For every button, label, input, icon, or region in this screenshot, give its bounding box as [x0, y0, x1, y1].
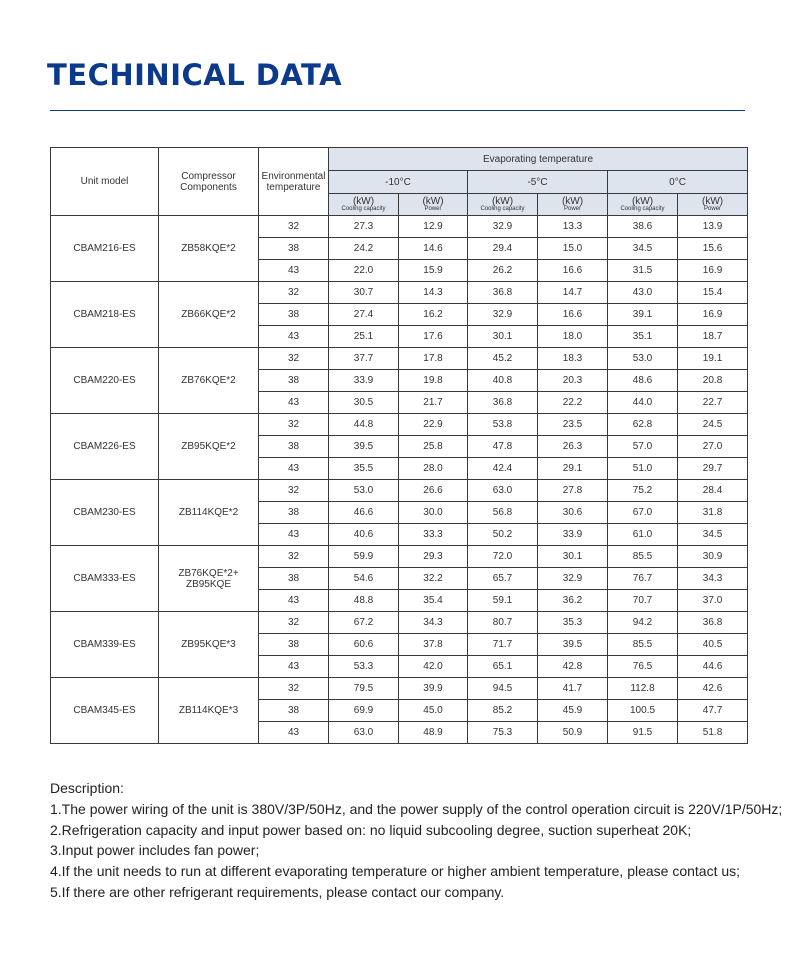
power-cell: 13.9 — [678, 216, 748, 238]
power-cell: 28.4 — [678, 480, 748, 502]
cooling-capacity-cell: 36.8 — [468, 392, 538, 414]
power-cell: 22.9 — [399, 414, 468, 436]
temp-header-minus10: -10°C — [329, 171, 468, 194]
power-cell: 37.8 — [399, 634, 468, 656]
cooling-capacity-cell: 63.0 — [329, 722, 399, 744]
cooling-capacity-cell: 48.8 — [329, 590, 399, 612]
cooling-capacity-cell: 29.4 — [468, 238, 538, 260]
power-cell: 18.3 — [538, 348, 608, 370]
cooling-capacity-cell: 44.8 — [329, 414, 399, 436]
description-line: 1.The power wiring of the unit is 380V/3P/50Hz, and the power supply of the control operation circuit is 220V/1P/50Hz; — [50, 800, 783, 817]
unit-model-cell: CBAM216-ES — [51, 216, 159, 282]
cooling-capacity-cell: 62.8 — [608, 414, 678, 436]
power-cell: 35.4 — [399, 590, 468, 612]
cooling-capacity-cell: 71.7 — [468, 634, 538, 656]
env-temp-cell: 32 — [259, 546, 329, 568]
cooling-capacity-cell: 59.9 — [329, 546, 399, 568]
cooling-capacity-cell: 63.0 — [468, 480, 538, 502]
power-cell: 16.9 — [678, 304, 748, 326]
cooling-capacity-cell: 91.5 — [608, 722, 678, 744]
compressor-cell: ZB114KQE*3 — [159, 678, 259, 744]
power-cell: 31.8 — [678, 502, 748, 524]
power-cell: 15.6 — [678, 238, 748, 260]
env-temp-cell: 43 — [259, 326, 329, 348]
unit-model-cell: CBAM230-ES — [51, 480, 159, 546]
power-cell: 33.9 — [538, 524, 608, 546]
description-line: 2.Refrigeration capacity and input power based on: no liquid subcooling degree, suction superheat 20K; — [50, 821, 692, 838]
power-cell: 14.7 — [538, 282, 608, 304]
power-cell: 22.7 — [678, 392, 748, 414]
power-cell: 15.9 — [399, 260, 468, 282]
table-row — [51, 282, 748, 304]
table-row — [51, 546, 748, 568]
power-cell: 36.2 — [538, 590, 608, 612]
table-row — [51, 480, 748, 502]
cooling-capacity-cell: 40.8 — [468, 370, 538, 392]
cooling-capacity-header — [468, 194, 538, 216]
power-cell: 47.7 — [678, 700, 748, 722]
power-cell: 20.3 — [538, 370, 608, 392]
power-header — [538, 194, 608, 216]
cooling-capacity-cell: 53.0 — [608, 348, 678, 370]
cooling-capacity-cell: 34.5 — [608, 238, 678, 260]
cooling-capacity-cell: 48.6 — [608, 370, 678, 392]
description-heading: Description: — [50, 780, 124, 796]
table-row — [51, 612, 748, 634]
cooling-capacity-cell: 42.4 — [468, 458, 538, 480]
cooling-capacity-cell: 39.5 — [329, 436, 399, 458]
power-cell: 26.6 — [399, 480, 468, 502]
power-cell: 33.3 — [399, 524, 468, 546]
table-row — [51, 414, 748, 436]
cooling-capacity-cell: 35.5 — [329, 458, 399, 480]
power-cell: 51.8 — [678, 722, 748, 744]
power-label: Power — [424, 205, 442, 212]
cooling-capacity-cell: 70.7 — [608, 590, 678, 612]
power-cell: 20.8 — [678, 370, 748, 392]
table-row — [51, 678, 748, 700]
cooling-capacity-cell: 94.5 — [468, 678, 538, 700]
cooling-capacity-cell: 30.7 — [329, 282, 399, 304]
cooling-capacity-cell: 27.4 — [329, 304, 399, 326]
compressor-cell: ZB95KQE*2 — [159, 414, 259, 480]
cooling-label: Cooling capacity — [480, 205, 525, 212]
cooling-capacity-cell: 50.2 — [468, 524, 538, 546]
table-body — [51, 216, 748, 744]
power-cell: 18.7 — [678, 326, 748, 348]
cooling-capacity-cell: 36.8 — [468, 282, 538, 304]
cooling-capacity-cell: 65.1 — [468, 656, 538, 678]
cooling-capacity-cell: 38.6 — [608, 216, 678, 238]
power-cell: 16.6 — [538, 260, 608, 282]
cooling-capacity-cell: 25.1 — [329, 326, 399, 348]
unit-model-cell: CBAM339-ES — [51, 612, 159, 678]
env-temp-cell: 43 — [259, 260, 329, 282]
power-cell: 30.6 — [538, 502, 608, 524]
cooling-capacity-cell: 76.7 — [608, 568, 678, 590]
power-cell: 27.0 — [678, 436, 748, 458]
cooling-capacity-header — [608, 194, 678, 216]
unit-model-header: Unit model — [51, 148, 159, 216]
title-divider — [50, 110, 745, 111]
page-title: TECHINICAL DATA — [47, 58, 343, 92]
power-header — [399, 194, 468, 216]
power-cell: 27.8 — [538, 480, 608, 502]
cooling-capacity-cell: 80.7 — [468, 612, 538, 634]
power-cell: 23.5 — [538, 414, 608, 436]
cooling-capacity-cell: 75.3 — [468, 722, 538, 744]
cooling-capacity-cell: 22.0 — [329, 260, 399, 282]
compressor-cell: ZB76KQE*2 — [159, 348, 259, 414]
power-cell: 40.5 — [678, 634, 748, 656]
env-temp-cell: 32 — [259, 282, 329, 304]
cooling-capacity-cell: 72.0 — [468, 546, 538, 568]
power-cell: 12.9 — [399, 216, 468, 238]
power-cell: 17.6 — [399, 326, 468, 348]
cooling-capacity-cell: 65.7 — [468, 568, 538, 590]
cooling-label: Cooling capacity — [341, 205, 386, 212]
compressor-cell: ZB76KQE*2+ ZB95KQE — [159, 546, 259, 612]
cooling-label: Cooling capacity — [620, 205, 665, 212]
unit-model-cell: CBAM345-ES — [51, 678, 159, 744]
unit-model-cell: CBAM226-ES — [51, 414, 159, 480]
power-header — [678, 194, 748, 216]
power-cell: 37.0 — [678, 590, 748, 612]
env-temp-cell: 43 — [259, 722, 329, 744]
unit-label: (kW) — [701, 195, 724, 207]
compressor-cell: ZB114KQE*2 — [159, 480, 259, 546]
description-line: 3.Input power includes fan power; — [50, 842, 260, 859]
power-cell: 39.9 — [399, 678, 468, 700]
env-temp-cell: 43 — [259, 590, 329, 612]
power-cell: 34.3 — [399, 612, 468, 634]
cooling-capacity-cell: 43.0 — [608, 282, 678, 304]
power-cell: 28.0 — [399, 458, 468, 480]
power-cell: 26.3 — [538, 436, 608, 458]
power-cell: 17.8 — [399, 348, 468, 370]
cooling-capacity-cell: 24.2 — [329, 238, 399, 260]
cooling-capacity-cell: 53.3 — [329, 656, 399, 678]
cooling-capacity-cell: 61.0 — [608, 524, 678, 546]
env-temp-header: Environmental temperature — [259, 148, 329, 216]
unit-label: (kW) — [631, 195, 654, 207]
cooling-capacity-cell: 33.9 — [329, 370, 399, 392]
compressor-header: Compressor Components — [159, 148, 259, 216]
power-cell: 19.8 — [399, 370, 468, 392]
cooling-capacity-cell: 67.0 — [608, 502, 678, 524]
cooling-capacity-cell: 40.6 — [329, 524, 399, 546]
power-cell: 34.5 — [678, 524, 748, 546]
temp-header-0: 0°C — [608, 171, 748, 194]
cooling-capacity-cell: 30.1 — [468, 326, 538, 348]
cooling-capacity-cell: 39.1 — [608, 304, 678, 326]
cooling-capacity-cell: 79.5 — [329, 678, 399, 700]
power-cell: 22.2 — [538, 392, 608, 414]
description — [50, 778, 790, 903]
power-cell: 29.3 — [399, 546, 468, 568]
unit-model-cell: CBAM218-ES — [51, 282, 159, 348]
cooling-capacity-cell: 67.2 — [329, 612, 399, 634]
cooling-capacity-cell: 53.8 — [468, 414, 538, 436]
env-temp-cell: 32 — [259, 348, 329, 370]
unit-model-cell: CBAM220-ES — [51, 348, 159, 414]
cooling-capacity-cell: 53.0 — [329, 480, 399, 502]
cooling-capacity-cell: 75.2 — [608, 480, 678, 502]
power-cell: 42.0 — [399, 656, 468, 678]
cooling-capacity-cell: 100.5 — [608, 700, 678, 722]
power-cell: 16.6 — [538, 304, 608, 326]
power-cell: 30.9 — [678, 546, 748, 568]
env-temp-cell: 38 — [259, 436, 329, 458]
unit-label: (kW) — [561, 195, 584, 207]
compressor-cell: ZB95KQE*3 — [159, 612, 259, 678]
cooling-capacity-cell: 76.5 — [608, 656, 678, 678]
env-temp-cell: 38 — [259, 502, 329, 524]
env-temp-cell: 38 — [259, 568, 329, 590]
cooling-capacity-cell: 30.5 — [329, 392, 399, 414]
power-cell: 44.6 — [678, 656, 748, 678]
evaporating-temp-header: Evaporating temperature — [329, 148, 748, 171]
power-cell: 30.1 — [538, 546, 608, 568]
description-line: 5.If there are other refrigerant requirements, please contact our company. — [50, 883, 505, 900]
cooling-capacity-cell: 27.3 — [329, 216, 399, 238]
cooling-capacity-cell: 69.9 — [329, 700, 399, 722]
power-cell: 32.9 — [538, 568, 608, 590]
cooling-capacity-cell: 45.2 — [468, 348, 538, 370]
env-temp-cell: 32 — [259, 216, 329, 238]
env-temp-cell: 32 — [259, 678, 329, 700]
cooling-capacity-cell: 85.5 — [608, 634, 678, 656]
power-cell: 48.9 — [399, 722, 468, 744]
power-cell: 29.7 — [678, 458, 748, 480]
power-cell: 24.5 — [678, 414, 748, 436]
power-cell: 13.3 — [538, 216, 608, 238]
power-cell: 32.2 — [399, 568, 468, 590]
cooling-capacity-header — [329, 194, 399, 216]
env-temp-cell: 43 — [259, 458, 329, 480]
unit-label: (kW) — [352, 195, 375, 207]
power-cell: 15.0 — [538, 238, 608, 260]
technical-data-table — [50, 147, 748, 744]
power-cell: 34.3 — [678, 568, 748, 590]
cooling-capacity-cell: 31.5 — [608, 260, 678, 282]
unit-label: (kW) — [491, 195, 514, 207]
cooling-capacity-cell: 54.6 — [329, 568, 399, 590]
env-temp-cell: 38 — [259, 634, 329, 656]
power-cell: 35.3 — [538, 612, 608, 634]
cooling-capacity-cell: 46.6 — [329, 502, 399, 524]
cooling-capacity-cell: 85.5 — [608, 546, 678, 568]
compressor-cell: ZB58KQE*2 — [159, 216, 259, 282]
power-cell: 36.8 — [678, 612, 748, 634]
cooling-capacity-cell: 47.8 — [468, 436, 538, 458]
cooling-capacity-cell: 94.2 — [608, 612, 678, 634]
cooling-capacity-cell: 57.0 — [608, 436, 678, 458]
power-cell: 42.6 — [678, 678, 748, 700]
power-cell: 16.2 — [399, 304, 468, 326]
cooling-capacity-cell: 51.0 — [608, 458, 678, 480]
power-cell: 18.0 — [538, 326, 608, 348]
power-cell: 42.8 — [538, 656, 608, 678]
power-cell: 45.0 — [399, 700, 468, 722]
env-temp-cell: 38 — [259, 304, 329, 326]
power-cell: 30.0 — [399, 502, 468, 524]
env-temp-cell: 43 — [259, 656, 329, 678]
power-cell: 14.3 — [399, 282, 468, 304]
power-cell: 16.9 — [678, 260, 748, 282]
power-cell: 25.8 — [399, 436, 468, 458]
power-cell: 14.6 — [399, 238, 468, 260]
table-row — [51, 348, 748, 370]
power-cell: 39.5 — [538, 634, 608, 656]
cooling-capacity-cell: 44.0 — [608, 392, 678, 414]
power-cell: 45.9 — [538, 700, 608, 722]
cooling-capacity-cell: 59.1 — [468, 590, 538, 612]
power-cell: 19.1 — [678, 348, 748, 370]
unit-model-cell: CBAM333-ES — [51, 546, 159, 612]
description-line: 4.If the unit needs to run at different evaporating temperature or higher ambient temperature, please contact us; — [50, 863, 741, 880]
env-temp-cell: 38 — [259, 700, 329, 722]
compressor-cell: ZB66KQE*2 — [159, 282, 259, 348]
env-temp-cell: 38 — [259, 238, 329, 260]
cooling-capacity-cell: 112.8 — [608, 678, 678, 700]
power-cell: 21.7 — [399, 392, 468, 414]
cooling-capacity-cell: 32.9 — [468, 216, 538, 238]
temp-header-minus5: -5°C — [468, 171, 608, 194]
unit-label: (kW) — [422, 195, 444, 207]
power-label: Power — [704, 205, 722, 212]
cooling-capacity-cell: 56.8 — [468, 502, 538, 524]
cooling-capacity-cell: 26.2 — [468, 260, 538, 282]
power-cell: 15.4 — [678, 282, 748, 304]
cooling-capacity-cell: 35.1 — [608, 326, 678, 348]
table-row — [51, 216, 748, 238]
cooling-capacity-cell: 85.2 — [468, 700, 538, 722]
cooling-capacity-cell: 60.6 — [329, 634, 399, 656]
power-cell: 50.9 — [538, 722, 608, 744]
env-temp-cell: 32 — [259, 612, 329, 634]
power-cell: 41.7 — [538, 678, 608, 700]
env-temp-cell: 32 — [259, 480, 329, 502]
cooling-capacity-cell: 32.9 — [468, 304, 538, 326]
power-label: Power — [563, 205, 581, 212]
env-temp-cell: 38 — [259, 370, 329, 392]
env-temp-cell: 32 — [259, 414, 329, 436]
power-cell: 29.1 — [538, 458, 608, 480]
cooling-capacity-cell: 37.7 — [329, 348, 399, 370]
env-temp-cell: 43 — [259, 524, 329, 546]
env-temp-cell: 43 — [259, 392, 329, 414]
